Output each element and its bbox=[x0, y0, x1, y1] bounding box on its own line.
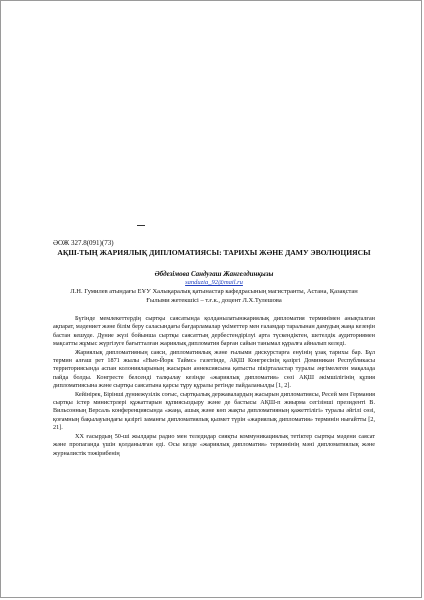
separator-dash bbox=[137, 225, 145, 226]
author-name: Әбдезімова Сандуғаш Жангелдинқызы bbox=[154, 270, 274, 278]
paragraph: Бүгінде мемлекеттердің сыртқы саясатында қолданылатынжариялық дипломатия терминімен анықталған ақпарат, мәдениет және білім беру саласындағы бағдарламалар үкіметтер мен ғаламдар таралынан дамудың жаңа кезеңін бастан кешуде. Дүние жүзі бойынша сыртқы саясаттың дербестендірілуі арта түскендіктен, шетелдік аудиториямен мақсатты жұмыс жүргізуге бағытталған жариялық дипломатия барған сайын танымал құралға айналып келеді. bbox=[53, 315, 375, 348]
author-affiliation: Л.Н. Гумилев атындағы ЕҰУ Халықаралық қатынастар кафедрасының магистранты, Астана, Қазақстан bbox=[70, 288, 358, 295]
body-text bbox=[53, 315, 375, 458]
scientific-advisor: Ғылыми жетекшісі – т.ғ.к., доцент Л.Х.Тулешова bbox=[146, 297, 282, 304]
paragraph: XX ғасырдың 50-ші жылдары радио мен теледидар сияқты коммуникациялық тетіктер сыртқы мәдени саясат және пропаганда үшін қолданылған еді. Осы кезде «жариялық дипломатия» терминінің мәні дипломатиялық және журналистік тәжірибенің bbox=[53, 432, 375, 457]
paragraph: Кейінірек, Бірінші дүниежүзілік соғыс, сыртқылық державалардың жасырын дипломатиясы, Ресей мен Германия сыртқы істер министрлері құжаттарын құпиясыздыру және де бастысы АҚШ-п жиырма сегізінші президенті В. Вильсонның Версаль конференциясында «жаңа, ашық және көп жақты дипломатияның қажеттілігі» туралы әйгілі сөзі, қоғамның бақылауындағы қазіргі заманғы дипломатиялық қызмет түрін «жариялық дипломатия» терминін нығайтты [2, 21]. bbox=[53, 390, 375, 432]
udc-code: ӘОЖ 327.8(091)(73) bbox=[53, 239, 114, 247]
author-email-link[interactable]: sanduzia_92@mail.ru bbox=[185, 279, 243, 286]
article-content bbox=[53, 239, 375, 458]
paragraph: Жариялық дипломатияның саяси, дипломатиялық және ғылыми дискурстарға енуінің ұзақ тарихы бар. Бұл термин алғаш рет 1871 жылы «Нью-Йорк Таймс» газетінде, АҚШ Конгресінің қазіргі Доминикан Республикасы территориясында аспан колонияларының жасырын аннексиясына қатысты пікірталастар туралы әңгімелеген мақалада пайда болды. Конгресте белсенді талқылау кезінде «жариялық дипломатия» сөзі АҚШ әкімшілігінің құпия дипломатиясына және сыртқы саясатына қарсы тұру құралы ретінде пайдаланылды [1, 2]. bbox=[53, 348, 375, 390]
article-title: АҚШ-ТЫҢ ЖАРИЯЛЫҚ ДИПЛОМАТИЯСЫ: ТАРИХЫ ЖӘНЕ ДАМУ ЭВОЛЮЦИЯСЫ bbox=[57, 248, 371, 257]
